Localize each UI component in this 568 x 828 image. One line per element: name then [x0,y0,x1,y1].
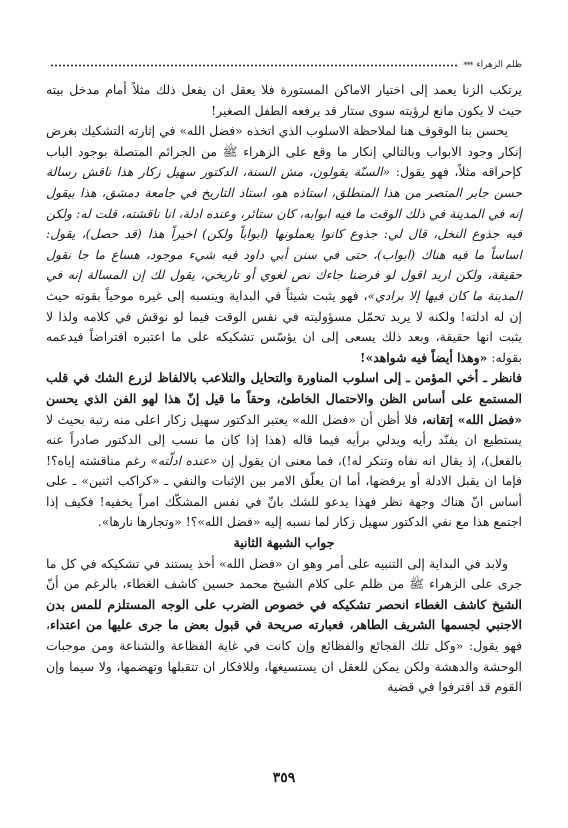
paragraph-3 [46,368,522,533]
paragraph-4-bold: الشيخ كاشف الغطاء انحصر تشكيكه في خصوص الضرب على الوجه المستلزم للمس بدن الاجنبي لجسمها الشريف الطاهر، فعبارته صريحة في قبول بعض ما جرى عليها من اعتداء [46,596,522,633]
paragraph-4-text: ، فهو يقول: «وكل تلك الفجائع والفظائع وإن كانت في غاية الفظاعة والشناعة ومن موجبات الوحشة والدهشة ولكن يمكن للعقل ان يستسيغها، وللافكار ان تتقبلها وتهضمها، ولا سيما وإن القوم قد اقترفوا في قضية [46,617,522,695]
running-header [46,58,522,72]
header-dotted-rule [50,63,459,68]
book-title: ظلم الزهراء [476,60,522,70]
paragraph-2-commentary: ، فهو يثبت شيئاً في البداية وينسبه إلى غيره موحياً بقوته حيث إن له ادلته! ولكنه لا يريد تحمّل مسؤوليته في نفس الوقت فيما لو نوقش في كلامه ولذا لا يثبت انها حقيقة، وبعد ذلك يسعى إلى ان يؤسّس تشكيكه على ما اعتبره افتراضاً فيدعمه بقوله: [46,287,522,365]
paragraph-3-text-end: رغم مناقشته إياه؟! فإما ان يقبل الادلة أو يرفضها، أما ان يعلّق الامر بين الإثبات والنفي ـ «كراكب اثنين» ـ على أساس انّ هناك وجهة نظر فهذا يدعو للشك بانّ في نفس المشكّك امراً يخفيه! فكيف إذا اجتمع هذا مع نفي الدكتور سهيل زكار لما نسبه إليه «فضل الله»؟! «وتجارها نارها». [46,452,522,530]
paragraph-2-quote: «السنّة يقولون، مش السنة، الدكتور سهيل زكار هذا ناقش رسالة حسن جابر المتصر من هذا المنطلق، استاذه هو، استاذ التاريخ في جامعة دمشق، هذا بيقول إنه في المدينة في ذلك الوقت ما فيه ابوابه، كان ستائر، وعنده ادلة، انا ناقشته، قلت له: ولكن فيه جذوع النخل، قال لي: جذوع كانوا يعملونها (ابواباً ولكن) اخيراً هذا (قد حصل)، يقول: اساساً ما فيه هناك (ابواب)، حتى في سنن أبي داود فيه شيء موجود، هساع ما جا نقول حقيقة، ولكن اريد اقول لو فرضنا جاءك نص لغوي أو تاريخي، يقول لك إن المسالة إنه في المدينة ما كان فيها إلا برادي» [46,164,522,303]
paragraph-3-bold-intro: فانظر ـ أخي المؤمن ـ إلى اسلوب المناورة والتحايل والتلاعب بالالفاظ لزرع الشك في قلب المستمع على أساس الظن والاحتمال الخاطئ، وحقاً ما قيل إنّ هذا لهو الفن الذي يحسن «فضل الله» إتقانه، [46,370,523,427]
paragraph-1-text: يرتكب الزنا يعمد إلى اختيار الاماكن المستورة فلا يعقل ان يفعل ذلك مثلاً أمام مدخل بيته حيث لا يكون مانع لرؤيته سوى ستار قد يرفعه الطفل الصغير! [46,82,522,118]
paragraph-2 [46,121,522,368]
body-text [46,80,522,698]
paragraph-4-intro: ولابد في البداية إلى التنبيه على أمر وهو ان «فضل الله» أخذ يستند في تشكيكه في كل ما جرى على الزهراء ﷺ من ظلم على كلام الشيخ محمد حسين كاشف الغطاء، بالرغم من أنّ [46,555,522,592]
paragraph-4 [46,554,522,698]
header-stars: *** [463,60,473,70]
section-heading: جواب الشبهة الثانية [233,535,335,551]
page-number: ٣٥٩ [272,770,296,786]
paragraph-1 [46,80,522,121]
paragraph-3-quote: «عنده ادلّته» [150,452,218,468]
paragraph-3-text: فلا أظن أن «فضل الله» يعتبر الدكتور سهيل زكار اعلى منه رتبة بحيث لا يستطيع ان يفنّد رأيه ويدلي برأيه فيما قاله (هذا إذا كان ما نسب إلى الدكتور صادراً عنه بالفعل)، إذ يقال انه نفاه وتنكر له!)، فما معنى ان يقول إن [46,411,522,468]
paragraph-2-intro: يحسن بنا الوقوف هنا لملاحظة الاسلوب الذي اتخذه «فضل الله» في إثارته التشكيك بغرض إنكار وجود الابواب وبالتالي إنكار ما وقع على الزهراء ﷺ من الجرائم المتصلة بوجود الباب كإحراقه مثلاً، فهو يقول: [46,123,522,180]
paragraph-2-quote-end: «وهذا أيضاً فيه شواهد»! [360,349,488,365]
